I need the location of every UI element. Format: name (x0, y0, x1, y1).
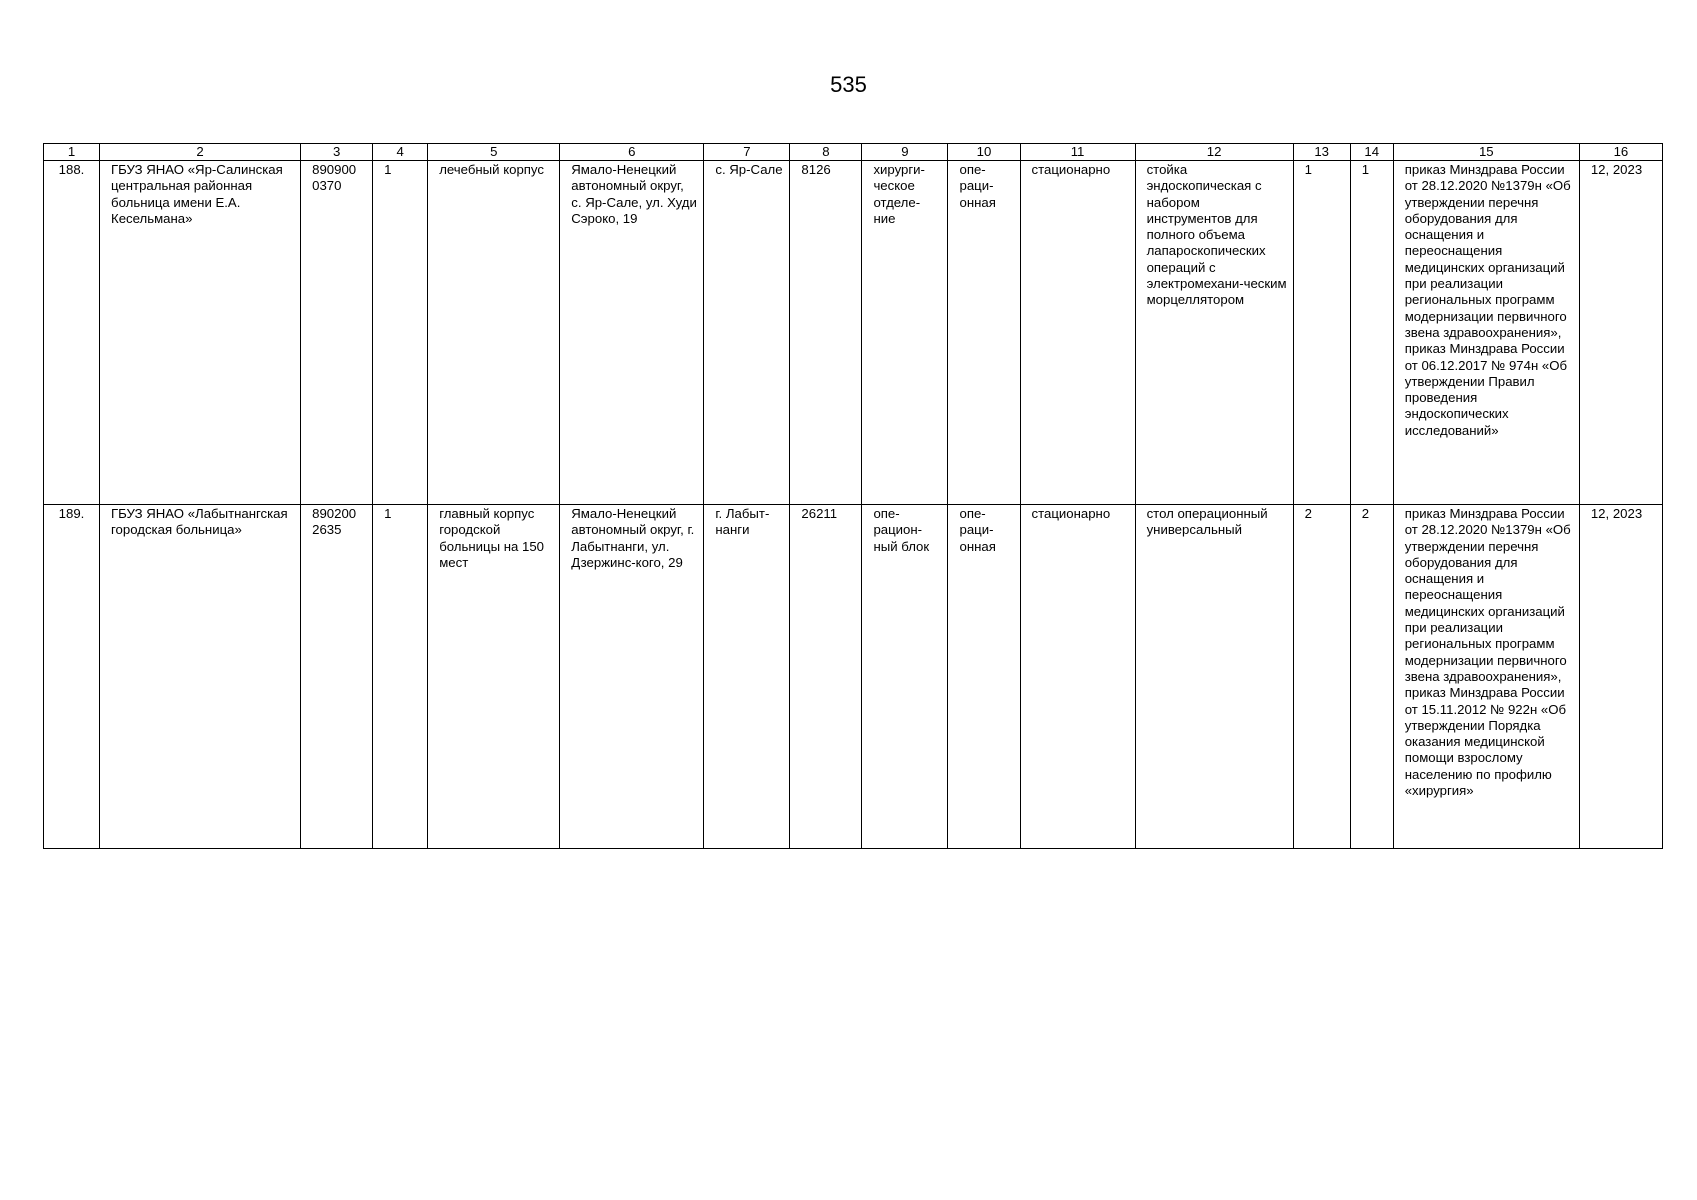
building-cell: лечебный корпус (428, 161, 560, 505)
column-header: 16 (1579, 144, 1662, 161)
column-header: 3 (301, 144, 373, 161)
column-header: 10 (948, 144, 1020, 161)
building-cell: главный корпус городской больницы на 150 мест (428, 505, 560, 849)
column-header: 15 (1393, 144, 1579, 161)
quantity-cell: 1 (1293, 161, 1350, 505)
count-cell: 1 (373, 161, 428, 505)
settlement-cell: с. Яр-Сале (704, 161, 790, 505)
column-header: 7 (704, 144, 790, 161)
table-row (44, 505, 1663, 849)
basis-cell: приказ Минздрава России от 28.12.2020 №1379н «Об утверждении перечня оборудования для оснащения и переоснащения медицинских организаций при реализации региональных программ модернизации первичного звена здравоохранения», приказ Минздрава России от 06.12.2017 № 974н «Об утверждении Правил проведения эндоскопических исследований» (1393, 161, 1579, 505)
settlement-cell: г. Лабыт-нанги (704, 505, 790, 849)
column-number-row (44, 144, 1663, 161)
date-cell: 12, 2023 (1579, 505, 1662, 849)
column-header: 8 (790, 144, 862, 161)
care-type-cell: стационарно (1020, 505, 1135, 849)
code-cell: 890900 0370 (301, 161, 373, 505)
row-number-cell: 189. (44, 505, 100, 849)
care-type-cell: стационарно (1020, 161, 1135, 505)
code-cell: 890200 2635 (301, 505, 373, 849)
organization-cell: ГБУЗ ЯНАО «Яр-Салинская центральная районная больница имени Е.А. Кесельмана» (100, 161, 301, 505)
equipment-cell: стол операционный универсальный (1135, 505, 1293, 849)
column-header: 2 (100, 144, 301, 161)
room-cell: опе-раци-онная (948, 505, 1020, 849)
organization-cell: ГБУЗ ЯНАО «Лабытнангская городская больница» (100, 505, 301, 849)
column-header: 6 (560, 144, 704, 161)
address-cell: Ямало-Ненецкий автономный округ, с. Яр-Сале, ул. Худи Сэроко, 19 (560, 161, 704, 505)
column-header: 1 (44, 144, 100, 161)
date-cell: 12, 2023 (1579, 161, 1662, 505)
quantity-cell: 2 (1350, 505, 1393, 849)
department-cell: опе-рацион-ный блок (862, 505, 948, 849)
room-cell: опе-раци-онная (948, 161, 1020, 505)
equipment-cell: стойка эндоскопическая с набором инструментов для полного объема лапароскопических операций с электромехани-ческим морцеллятором (1135, 161, 1293, 505)
department-cell: хирурги-ческое отделе-ние (862, 161, 948, 505)
basis-cell: приказ Минздрава России от 28.12.2020 №1379н «Об утверждении перечня оборудования для оснащения и переоснащения медицинских организаций при реализации региональных программ модернизации первичного звена здравоохранения», приказ Минздрава России от 15.11.2012 № 922н «Об утверждении Порядка оказания медицинской помощи взрослому населению по профилю «хирургия» (1393, 505, 1579, 849)
page-number: 535 (830, 72, 867, 97)
address-cell: Ямало-Ненецкий автономный округ, г. Лабытнанги, ул. Дзержинс-кого, 29 (560, 505, 704, 849)
column-header: 14 (1350, 144, 1393, 161)
quantity-cell: 2 (1293, 505, 1350, 849)
quantity-cell: 1 (1350, 161, 1393, 505)
column-header: 12 (1135, 144, 1293, 161)
row-number-cell: 188. (44, 161, 100, 505)
equipment-table (43, 143, 1663, 849)
column-header: 5 (428, 144, 560, 161)
code-8-cell: 26211 (790, 505, 862, 849)
column-header: 4 (373, 144, 428, 161)
code-8-cell: 8126 (790, 161, 862, 505)
column-header: 9 (862, 144, 948, 161)
column-header: 13 (1293, 144, 1350, 161)
table-row (44, 161, 1663, 505)
count-cell: 1 (373, 505, 428, 849)
column-header: 11 (1020, 144, 1135, 161)
